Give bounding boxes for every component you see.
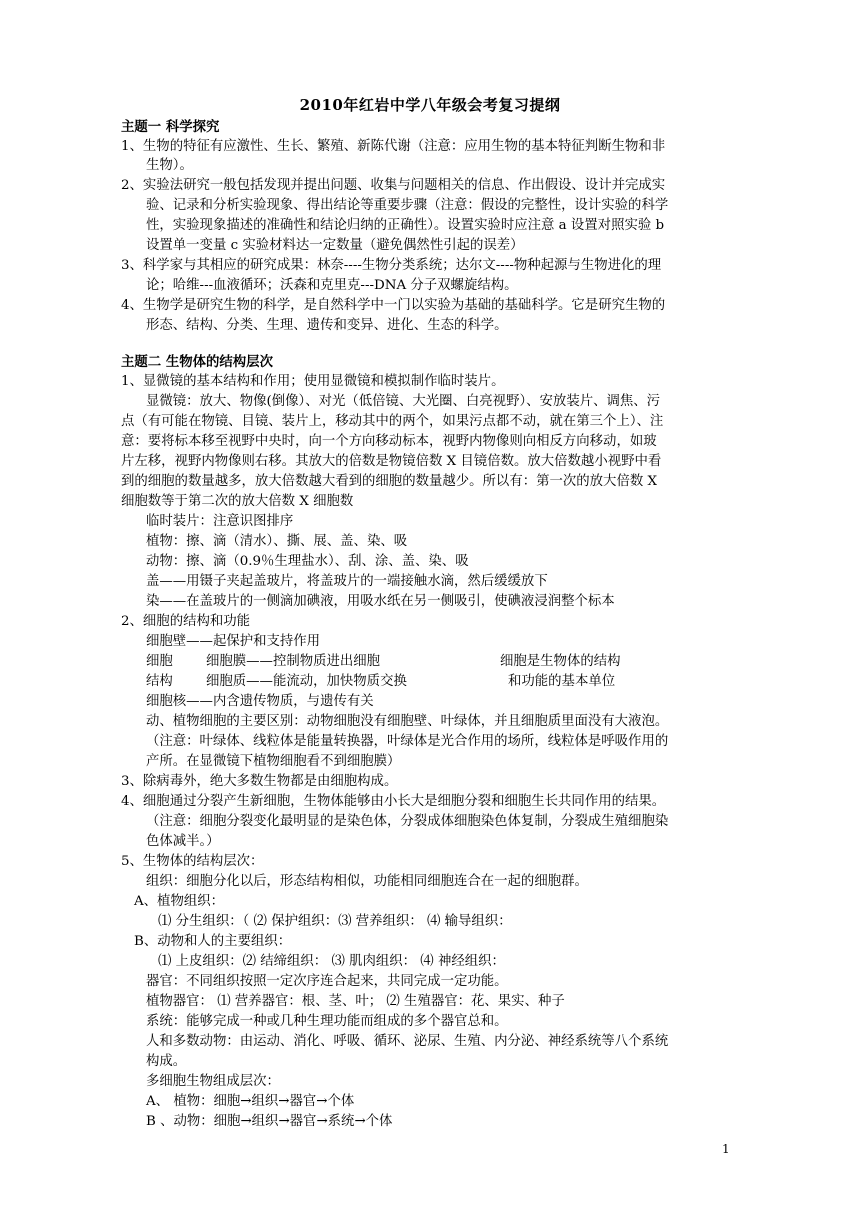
text-line: 5、生物体的结构层次： bbox=[121, 854, 264, 869]
page-number: 1 bbox=[722, 1142, 730, 1156]
text-line: 4、细胞通过分裂产生新细胞，生物体能够由小长大是细胞分裂和细胞生长共同作用的结果。 bbox=[121, 794, 666, 809]
text-line: 组织：细胞分化以后，形态结构相似，功能相同细胞连合在一起的细胞群。 bbox=[146, 874, 588, 889]
document-title: 2010年红岩中学八年级会考复习提纲 bbox=[299, 96, 561, 114]
text-line: 片左移，视野内物像则右移。其放大的倍数是物镜倍数 X 目镜倍数。放大倍数越小视野中看 bbox=[121, 454, 662, 469]
section-heading: 主题二 生物体的结构层次 bbox=[121, 354, 273, 370]
text-line: 细胞膜——控制物质进出细胞 bbox=[206, 654, 381, 669]
text-line: 1、生物的特征有应激性、生长、繁殖、新陈代谢（注意：应用生物的基本特征判断生物和非 bbox=[121, 139, 666, 154]
text-line: 细胞核——内含遗传物质，与遗传有关 bbox=[146, 694, 374, 709]
text-line: 细胞壁——起保护和支持作用 bbox=[146, 634, 321, 649]
text-line: 结构 bbox=[146, 674, 173, 689]
text-line: 性，实验现象描述的准确性和结论归纳的正确性）。设置实验时应注意 a 设置对照实验 b bbox=[146, 218, 665, 233]
text-line: ⑴ 分生组织：（ ⑵ 保护组织：⑶ 营养组织： ⑷ 输导组织： bbox=[158, 914, 512, 929]
text-line: 到的细胞的数量越多，放大倍数越大看到的细胞的数量越少。所以有：第一次的放大倍数 X bbox=[121, 474, 658, 489]
section-heading: 主题一 科学探究 bbox=[121, 119, 220, 135]
text-line: B 、动物：细胞→组织→器官→系统→个体 bbox=[146, 1114, 393, 1129]
text-line: 2、实验法研究一般包括发现并提出问题、收集与问题相关的信息、作出假设、设计并完成实 bbox=[121, 178, 666, 193]
text-line: 3、科学家与其相应的研究成果：林奈----生物分类系统；达尔文----物种起源与生物进化的理 bbox=[121, 258, 662, 273]
text-line: 多细胞生物组成层次： bbox=[146, 1074, 280, 1089]
text-line: 植物：擦、滴（清水）、撕、展、盖、染、吸 bbox=[146, 534, 408, 549]
text-line: 色体减半。） bbox=[146, 834, 220, 849]
text-line: 系统：能够完成一种或几种生理功能而组成的多个器官总和。 bbox=[146, 1014, 508, 1029]
text-line: 细胞是生物体的结构 bbox=[500, 654, 621, 669]
text-line: ⑴ 上皮组织：⑵ 结缔组织： ⑶ 肌肉组织： ⑷ 神经组织： bbox=[158, 954, 505, 969]
text-line: 细胞质——能流动，加快物质交换 bbox=[206, 674, 407, 689]
text-line: 产所。在显微镜下植物细胞看不到细胞膜） bbox=[146, 754, 401, 769]
text-line: （注意：细胞分裂变化最明显的是染色体，分裂成体细胞染色体复制，分裂成生殖细胞染 bbox=[146, 814, 669, 829]
text-line: 器官：不同组织按照一定次序连合起来，共同完成一定功能。 bbox=[146, 974, 508, 989]
text-line: 染——在盖玻片的一侧滴加碘液，用吸水纸在另一侧吸引，使碘液浸润整个标本 bbox=[146, 594, 615, 609]
text-line: 3、除病毒外，绝大多数生物都是由细胞构成。 bbox=[121, 774, 398, 789]
text-line: 和功能的基本单位 bbox=[508, 674, 616, 689]
text-line: A、植物组织： bbox=[134, 894, 225, 909]
text-line: 盖——用镊子夹起盖玻片，将盖玻片的一端接触水滴，然后缓缓放下 bbox=[146, 574, 548, 589]
text-line: 设置单一变量 c 实验材料达一定数量（避免偶然性引起的误差） bbox=[146, 238, 524, 253]
text-line: 动、植物细胞的主要区别：动物细胞没有细胞壁、叶绿体，并且细胞质里面没有大液泡。 bbox=[146, 714, 669, 729]
text-line: 2、细胞的结构和功能 bbox=[121, 614, 251, 629]
text-line: 形态、结构、分类、生理、遗传和变异、进化、生态的科学。 bbox=[146, 318, 508, 333]
text-line: 点（有可能在物镜、目镜、装片上，移动其中的两个，如果污点都不动，就在第三个上）、注 bbox=[121, 414, 664, 429]
text-line: （注意：叶绿体、线粒体是能量转换器，叶绿体是光合作用的场所，线粒体是呼吸作用的 bbox=[146, 734, 669, 749]
text-line: 动物：擦、滴（0.9％生理盐水）、刮、涂、盖、染、吸 bbox=[146, 554, 469, 569]
text-line: 4、生物学是研究生物的科学，是自然科学中一门以实验为基础的基础科学。它是研究生物的 bbox=[121, 298, 666, 313]
text-line: 细胞数等于第二次的放大倍数 X 细胞数 bbox=[121, 494, 354, 509]
text-line: 生物）。 bbox=[146, 158, 193, 173]
text-line: 验、记录和分析实验现象、得出结论等重要步骤（注意：假设的完整性，设计实验的科学 bbox=[146, 198, 669, 213]
text-line: 人和多数动物：由运动、消化、呼吸、循环、泌尿、生殖、内分泌、神经系统等八个系统 bbox=[146, 1034, 669, 1049]
text-line: B、动物和人的主要组织： bbox=[134, 934, 292, 949]
text-line: 意：要将标本移至视野中央时，向一个方向移动标本，视野内物像则向相反方向移动，如玻 bbox=[121, 434, 657, 449]
text-line: 植物器官： ⑴ 营养器官：根、茎、叶； ⑵ 生殖器官：花、果实、种子 bbox=[146, 994, 565, 1009]
text-line: A、 植物：细胞→组织→器官→个体 bbox=[146, 1094, 355, 1109]
text-line: 显微镜：放大、物像(倒像）、对光（低倍镜、大光圈、白亮视野）、安放装片、调焦、污 bbox=[146, 394, 661, 409]
text-line: 1、显微镜的基本结构和作用；使用显微镜和模拟制作临时装片。 bbox=[121, 374, 505, 389]
text-line: 构成。 bbox=[146, 1054, 187, 1069]
text-line: 细胞 bbox=[146, 654, 173, 669]
text-line: 论；哈维---血液循环；沃森和克里克---DNA 分子双螺旋结构。 bbox=[146, 278, 518, 293]
text-line: 临时装片：注意识图排序 bbox=[146, 514, 294, 529]
